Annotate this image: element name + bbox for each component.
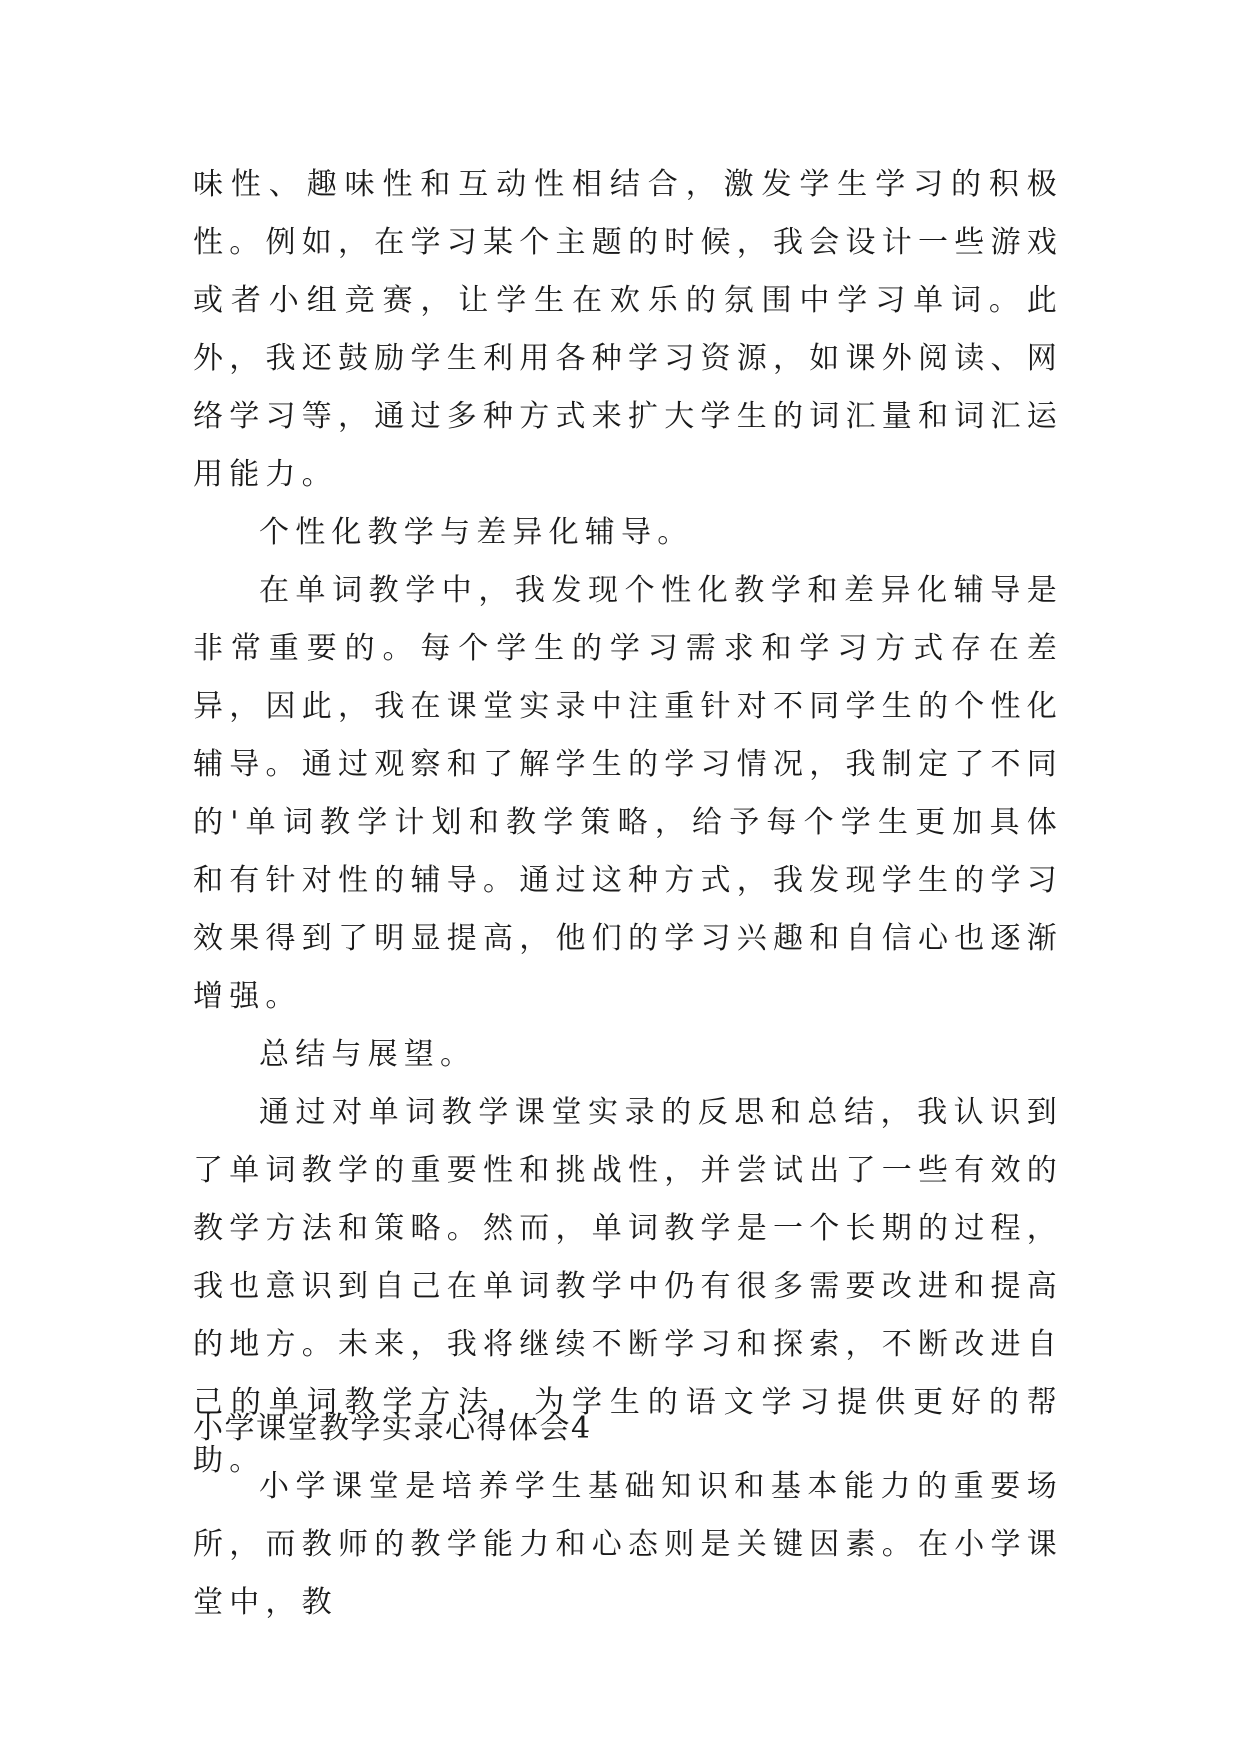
section-title: 小学课堂教学实录心得体会4 (193, 1411, 592, 1446)
subheading-summary-outlook: 总结与展望。 (259, 1037, 477, 1072)
section-b (193, 1400, 1063, 1632)
continuation-paragraph: 味性、趣味性和互动性相结合，激发学生学习的积极性。例如，在学习某个主题的时候，我会设计一些游戏或者小组竞赛，让学生在欢乐的氛围中学习单词。此外，我还鼓励学生利用各种学习资源，如课外阅读、网络学习等，通过多种方式来扩大学生的词汇量和词汇运用能力。 (193, 167, 1063, 492)
intro-paragraph: 小学课堂是培养学生基础知识和基本能力的重要场所，而教师的教学能力和心态则是关键因素。在小学课堂中，教 (193, 1469, 1063, 1620)
subheading-personalized-teaching: 个性化教学与差异化辅导。 (259, 515, 694, 550)
section-a (193, 156, 1063, 1490)
summary-outlook-paragraph: 通过对单词教学课堂实录的反思和总结，我认识到了单词教学的重要性和挑战性，并尝试出了一些有效的教学方法和策略。然而，单词教学是一个长期的过程，我也意识到自己在单词教学中仍有很多需要改进和提高的地方。未来，我将继续不断学习和探索，不断改进自己的单词教学方法，为学生的语文学习提供更好的帮助。 (193, 1095, 1063, 1478)
personalized-teaching-paragraph: 在单词教学中，我发现个性化教学和差异化辅导是非常重要的。每个学生的学习需求和学习方式存在差异，因此，我在课堂实录中注重针对不同学生的个性化辅导。通过观察和了解学生的学习情况，我制定了不同的'单词教学计划和教学策略，给予每个学生更加具体和有针对性的辅导。通过这种方式，我发现学生的学习效果得到了明显提高，他们的学习兴趣和自信心也逐渐增强。 (193, 573, 1063, 1014)
